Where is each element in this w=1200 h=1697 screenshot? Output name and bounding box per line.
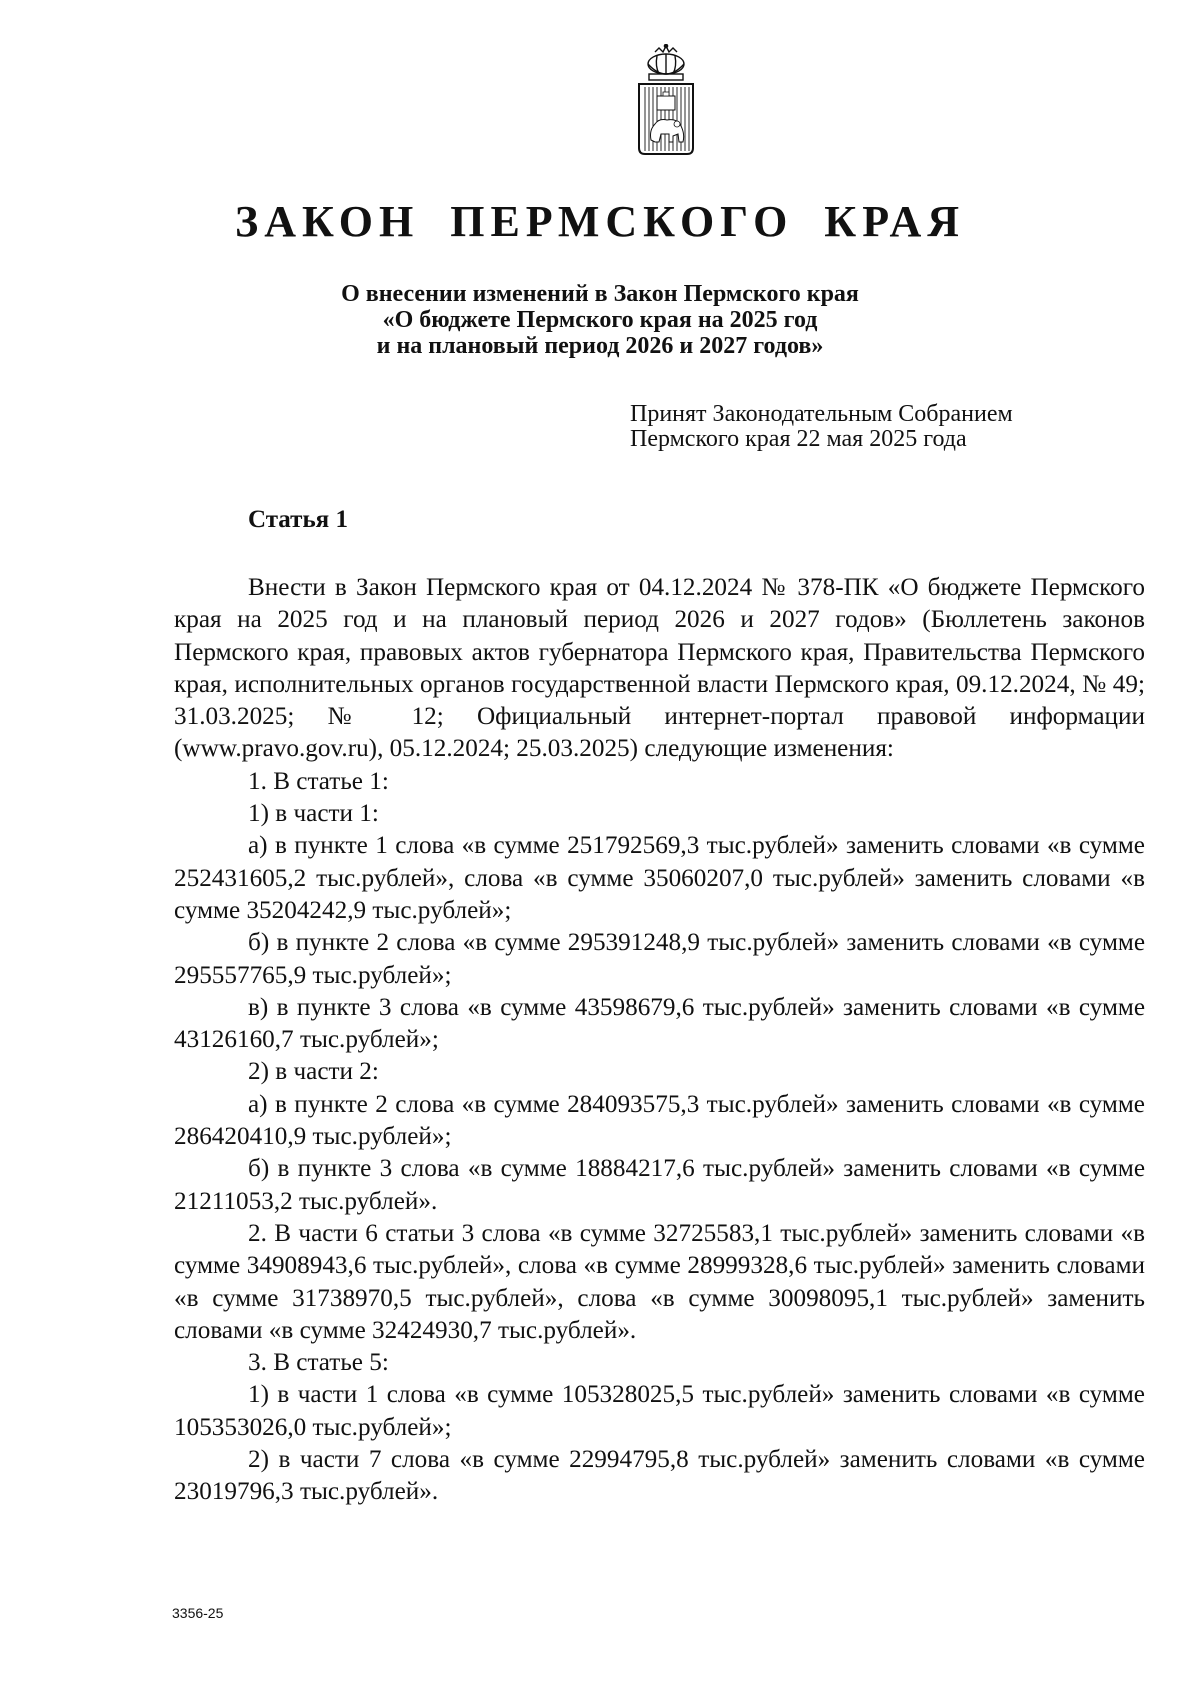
article-paragraph: в) в пункте 3 слова «в сумме 43598679,6 тыс.рублей» заменить словами «в сумме 43126160,7 тыс.рублей»; — [174, 993, 1145, 1054]
adoption-line: Принят Законодательным Собранием — [630, 401, 1013, 427]
article-paragraph: а) в пункте 2 слова «в сумме 284093575,3 тыс.рублей» заменить словами «в сумме 286420410,9 тыс.рублей»; — [174, 1090, 1145, 1151]
article-paragraph: б) в пункте 3 слова «в сумме 18884217,6 тыс.рублей» заменить словами «в сумме 21211053,2 тыс.рублей». — [174, 1155, 1145, 1215]
article-paragraph: 1) в части 1 слова «в сумме 105328025,5 тыс.рублей» заменить словами «в сумме 105353026,0 тыс.рублей»; — [174, 1381, 1145, 1441]
article-paragraph: а) в пункте 1 слова «в сумме 251792569,3 тыс.рублей» заменить словами «в сумме 252431605,2 тыс.рублей», слова «в сумме 35060207,0 тыс.рублей» заменить словами «в сумме 35204242,9 тыс.рублей»; — [174, 832, 1145, 924]
document-code: 3356-25 — [172, 1605, 224, 1621]
article-paragraph: 2. В части 6 статьи 3 слова «в сумме 32725583,1 тыс.рублей» заменить словами «в сумме 34908943,6 тыс.рублей», слова «в сумме 28999328,6 тыс.рублей» заменить словами «в сумме 31738970,5 тыс.рублей», слова «в сумме 30098095,1 тыс.рублей» заменить словами «в сумме 32424930,7 тыс.рублей». — [174, 1219, 1145, 1344]
article-body — [174, 572, 1145, 1509]
subtitle-line: О внесении изменений в Закон Пермского края — [341, 281, 859, 307]
article-paragraph: Внести в Закон Пермского края от 04.12.2024 № 378-ПК «О бюджете Пермского края на 2025 год и на плановый период 2026 и 2027 годов» (Бюллетень законов Пермского края, правовых актов губернатора Пермского края, Правительства Пермского края, исполнительных органов государственной власти Пермского края, 09.12.2024, № 49; 31.03.2025; № 12; Официальный интернет-портал правовой информации (www.pravo.gov.ru), 05.12.2024; 25.03.2025) следующие изменения: — [174, 574, 1145, 763]
law-subtitle — [0, 281, 1200, 359]
law-title: ЗАКОН ПЕРМСКОГО КРАЯ — [234, 197, 966, 246]
adoption-line: Пермского края 22 мая 2025 года — [630, 426, 967, 452]
article-paragraph: 2) в части 7 слова «в сумме 22994795,8 тыс.рублей» заменить словами «в сумме 23019796,3 тыс.рублей». — [174, 1446, 1145, 1506]
article-paragraph: 1. В статье 1: — [248, 767, 389, 795]
article-paragraph: 1) в части 1: — [248, 800, 379, 828]
adoption-note — [630, 402, 1013, 452]
article-heading: Статья 1 — [248, 506, 348, 533]
article-paragraph: 2) в части 2: — [248, 1058, 379, 1086]
coat-of-arms-icon — [633, 44, 699, 156]
article-paragraph: б) в пункте 2 слова «в сумме 295391248,9 тыс.рублей» заменить словами «в сумме 295557765,9 тыс.рублей»; — [174, 929, 1145, 989]
subtitle-line: «О бюджете Пермского края на 2025 год — [382, 307, 818, 333]
subtitle-line: и на плановый период 2026 и 2027 годов» — [376, 333, 824, 359]
article-paragraph: 3. В статье 5: — [248, 1349, 389, 1377]
